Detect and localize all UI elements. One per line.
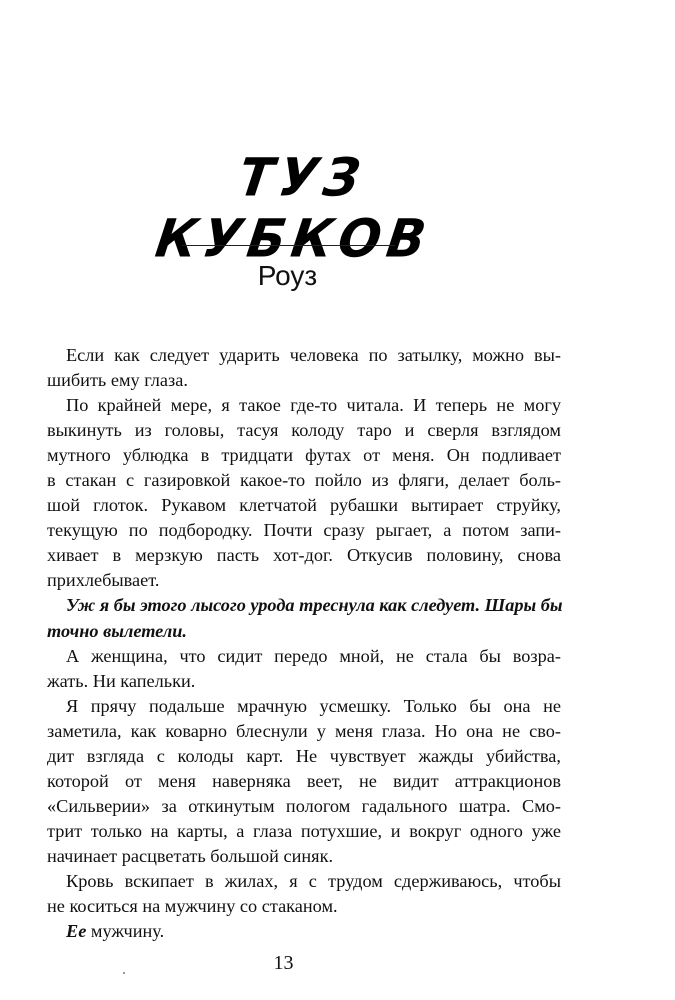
text-line bbox=[47, 744, 561, 769]
page-number: 13 bbox=[273, 952, 294, 974]
print-speck bbox=[123, 972, 125, 974]
text-line bbox=[47, 794, 561, 819]
italic-text: Ее bbox=[66, 921, 87, 942]
italic-text: Уж я бы этого лысого урода треснула как следует. Шары бы bbox=[66, 595, 563, 616]
text-line bbox=[47, 719, 561, 744]
text-line bbox=[47, 468, 561, 493]
text-line bbox=[47, 669, 561, 694]
text-segment: мутного ублюдка в тридцати футах от меня. Он подливает bbox=[47, 445, 561, 466]
text-segment: в стакан с газировкой какое-то пойло из фляги, делает боль- bbox=[47, 470, 561, 491]
text-line bbox=[47, 518, 561, 543]
text-line bbox=[47, 644, 561, 669]
text-segment: По крайней мере, я такое где-то читала. И теперь не могу bbox=[66, 395, 561, 416]
text-line bbox=[47, 593, 561, 618]
text-segment: Кровь вскипает в жилах, я с трудом сдерживаюсь, чтобы bbox=[66, 870, 561, 891]
text-line bbox=[47, 919, 561, 944]
text-segment: Если как следует ударить человека по затылку, можно вы- bbox=[66, 345, 561, 365]
text-line bbox=[47, 869, 561, 894]
text-segment: заметила, как коварно блеснули у меня глаза. Но она не сво- bbox=[47, 720, 561, 741]
text-line bbox=[47, 393, 561, 418]
text-line bbox=[47, 368, 561, 393]
text-line bbox=[47, 694, 561, 719]
text-segment: прихлебывает. bbox=[47, 570, 160, 591]
italic-text: точно вылетели. bbox=[47, 620, 187, 641]
chapter-subtitle: Роуз bbox=[257, 260, 318, 291]
text-line bbox=[47, 543, 561, 568]
text-segment: Я прячу подальше мрачную усмешку. Только бы она не bbox=[66, 695, 561, 716]
chapter-title: ТУЗ КУБКОВ bbox=[151, 147, 436, 269]
text-line bbox=[47, 343, 561, 368]
text-segment: не коситься на мужчину со стаканом. bbox=[47, 896, 338, 917]
text-line bbox=[47, 819, 561, 844]
text-segment: «Сильверии» за откинутым пологом гадального шатра. Смо- bbox=[47, 795, 561, 816]
text-segment: которой от меня наверняка веет, не видит аттракционов bbox=[47, 770, 561, 791]
text-segment: хивает в мерзкую пасть хот-дог. Откусив половину, снова bbox=[47, 545, 561, 566]
text-segment: мужчину. bbox=[86, 921, 165, 942]
text-line bbox=[47, 418, 561, 443]
text-line bbox=[47, 568, 561, 593]
title-divider bbox=[182, 245, 395, 246]
text-segment: жать. Ни капельки. bbox=[47, 670, 196, 691]
text-line bbox=[47, 493, 561, 518]
text-line bbox=[47, 894, 561, 919]
text-segment: шой глоток. Рукавом клетчатой рубашки вытирает струйку, bbox=[47, 495, 561, 516]
text-segment: текущую по подбородку. Почти сразу рыгает, а потом запи- bbox=[47, 520, 561, 541]
text-line bbox=[47, 769, 561, 794]
text-segment: А женщина, что сидит передо мной, не стала бы возра- bbox=[66, 645, 561, 666]
text-segment: шибить ему глаза. bbox=[47, 370, 188, 391]
text-line bbox=[47, 443, 561, 468]
text-segment: начинает расцветать большой синяк. bbox=[47, 845, 334, 866]
body-text bbox=[47, 343, 561, 944]
text-line bbox=[47, 619, 561, 644]
text-segment: дит взгляда с колоды карт. Не чувствует жажды убийства, bbox=[47, 745, 561, 766]
text-segment: трит только на карты, а глаза потухшие, и вокруг одного уже bbox=[47, 820, 561, 841]
text-segment: выкинуть из головы, тасуя колоду таро и сверля взглядом bbox=[47, 420, 561, 441]
text-line bbox=[47, 844, 561, 869]
